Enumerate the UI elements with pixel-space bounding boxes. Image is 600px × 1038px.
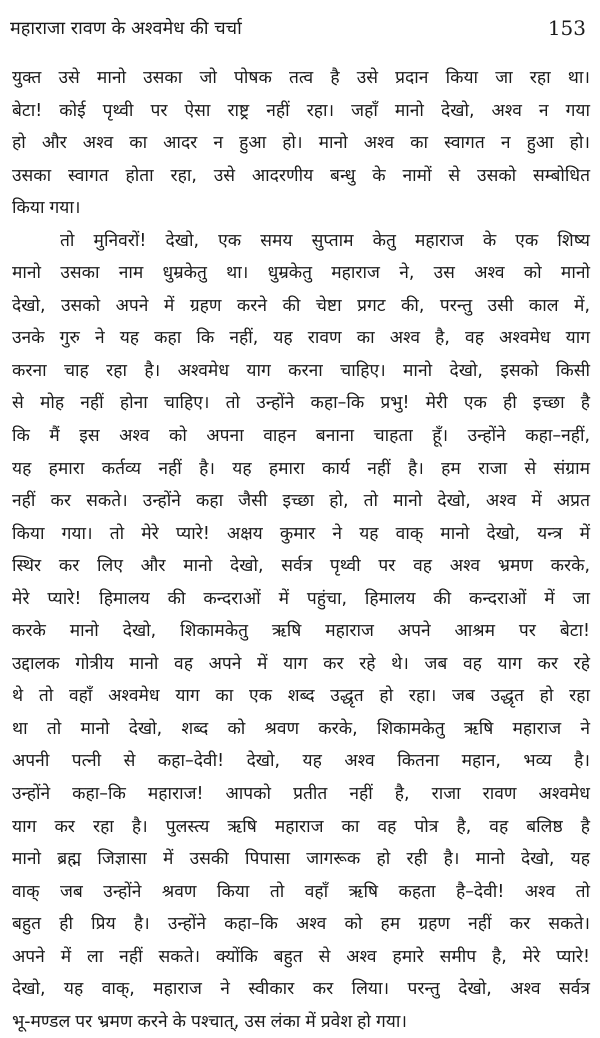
text-line: कि मैं इस अश्व को अपना वाहन बनाना चाहता हूँ। उन्होंने कहा–नहीं,: [12, 426, 590, 447]
text-line: करना चाह रहा है। अश्वमेध याग करना चाहिए। मानो देखो, इसको किसी: [12, 360, 590, 381]
body-text: [12, 62, 590, 1038]
text-line: था तो मानो देखो, शब्द को श्रवण करके, शिकामकेतु ऋषि महाराज ने: [12, 718, 590, 739]
text-line: बहुत ही प्रिय है। उन्होंने कहा–कि अश्व को हम ग्रहण नहीं कर सकते।: [12, 914, 590, 935]
text-line: थे तो वहाँ अश्वमेध याग का एक शब्द उद्धृत हो रहा। जब उद्धृत हो रहा: [12, 686, 590, 707]
text-line: अपने में ला नहीं सकते। क्योंकि बहुत से अश्व हमारे समीप है, मेरे प्यारे!: [12, 946, 590, 967]
text-line: उन्होंने कहा–कि महाराज! आपको प्रतीत नहीं है, राजा रावण अश्वमेध: [12, 784, 590, 805]
running-title: महाराजा रावण के अश्वमेध की चर्चा: [10, 18, 242, 39]
text-line: अपनी पत्नी से कहा–देवी! देखो, यह अश्व कितना महान, भव्य है।: [12, 751, 590, 772]
paragraph-2: [12, 225, 590, 1038]
text-line: वाक् जब उन्होंने श्रवण किया तो वहाँ ऋषि कहता है–देवी! अश्व तो: [12, 881, 590, 902]
page-number: 153: [547, 16, 586, 40]
text-line: से मोह नहीं होना चाहिए। तो उन्होंने कहा–कि प्रभु! मेरी एक ही इच्छा है: [12, 393, 590, 414]
text-line: हो और अश्व का आदर न हुआ हो। मानो अश्व का स्वागत न हुआ हो।: [12, 133, 590, 154]
text-line: नहीं कर सकते। उन्होंने कहा जैसी इच्छा हो, तो मानो देखो, अश्व में अप्रत: [12, 491, 590, 512]
text-line: उद्दालक गोत्रीय मानो वह अपने में याग कर रहे थे। जब वह याग कर रहे: [12, 653, 590, 674]
text-line: युक्त उसे मानो उसका जो पोषक तत्व है उसे प्रदान किया जा रहा था।: [12, 68, 590, 88]
text-line: उसका स्वागत होता रहा, उसे आदरणीय बन्धु के नामों से उसको सम्बोधित: [12, 165, 590, 186]
text-line: तो मुनिवरों! देखो, एक समय सुप्ताम केतु महाराज के एक शिष्य: [60, 230, 590, 251]
text-line: उनके गुरु ने यह कहा कि नहीं, यह रावण का अश्व है, वह अश्वमेध याग: [12, 328, 590, 349]
text-line: मानो ब्रह्म जिज्ञासा में उसकी पिपासा जागरूक हो रही है। मानो देखो, यह: [12, 849, 590, 870]
text-line: करके मानो देखो, शिकामकेतु ऋषि महाराज अपने आश्रम पर बेटा!: [12, 621, 590, 642]
text-line: बेटा! कोई पृथ्वी पर ऐसा राष्ट्र नहीं रहा। जहाँ मानो देखो, अश्व न गया: [12, 100, 590, 121]
text-line: देखो, उसको अपने में ग्रहण करने की चेष्टा प्रगट की, परन्तु उसी काल में,: [12, 295, 590, 316]
text-line: भू-मण्डल पर भ्रमण करने के पश्चात्, उस लंका में प्रवेश हो गया।: [12, 1011, 407, 1032]
paragraph-1: [12, 62, 590, 225]
text-line: किया गया।: [12, 198, 81, 219]
text-line: किया गया। तो मेरे प्यारे! अक्षय कुमार ने यह वाक् मानो देखो, यन्त्र में: [12, 523, 590, 544]
text-line: स्थिर कर लिए और मानो देखो, सर्वत्र पृथ्वी पर वह अश्व भ्रमण करके,: [12, 556, 590, 577]
text-line: याग कर रहा है। पुलस्त्य ऋषि महाराज का वह पोत्र है, वह बलिष्ठ है: [12, 816, 590, 837]
text-line: यह हमारा कर्तव्य नहीं है। यह हमारा कार्य नहीं है। हम राजा से संग्राम: [12, 458, 590, 479]
text-line: मानो उसका नाम धुम्रकेतु था। धुम्रकेतु महाराज ने, उस अश्व को मानो: [12, 263, 590, 284]
text-line: देखो, यह वाक्, महाराज ने स्वीकार कर लिया। परन्तु देखो, अश्व सर्वत्र: [12, 979, 590, 1000]
page-header: [10, 12, 586, 52]
text-line: मेरे प्यारे! हिमालय की कन्दराओं में पहुंचा, हिमालय की कन्दराओं में जा: [12, 588, 590, 609]
